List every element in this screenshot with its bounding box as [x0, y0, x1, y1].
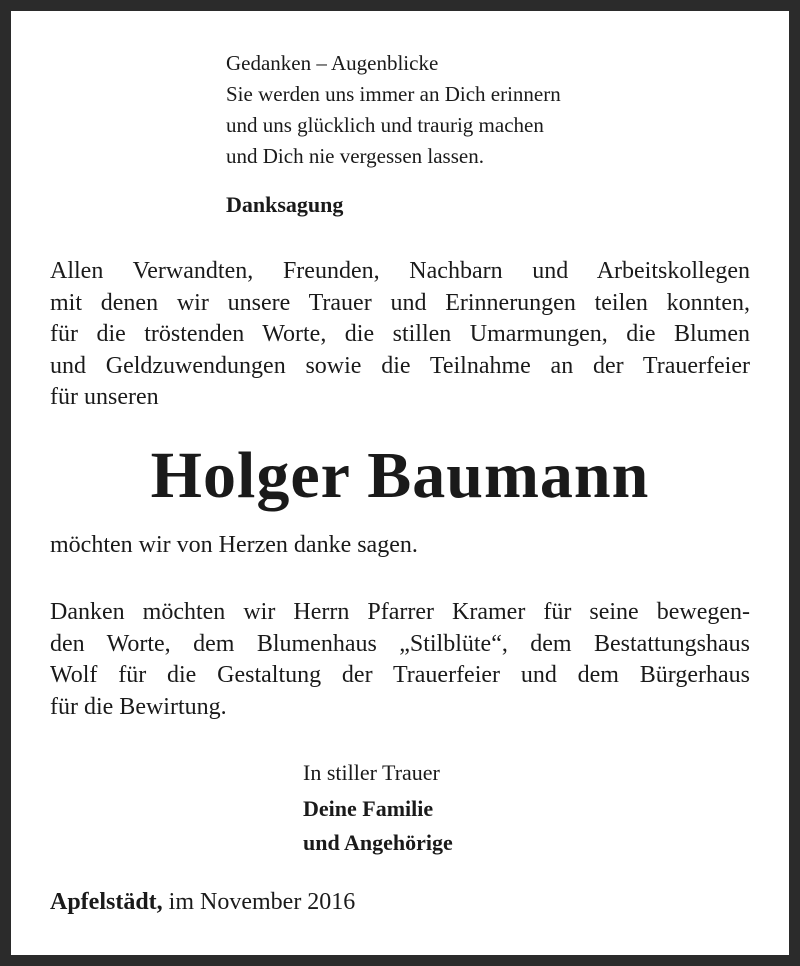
signature-family: Deine Familie	[303, 796, 434, 821]
place-name: Apfelstädt,	[50, 889, 163, 915]
paragraph-line: für die tröstenden Worte, die stillen Umarmungen, die Blumen	[50, 321, 750, 347]
acknowledgement-paragraph	[50, 597, 750, 723]
poem	[226, 48, 561, 172]
poem-line: Gedanken – Augenblicke	[226, 51, 439, 75]
date-text: im November 2016	[162, 889, 356, 915]
thanks-paragraph	[50, 256, 750, 414]
paragraph-line: mit denen wir unsere Trauer und Erinnerungen teilen konnten,	[50, 289, 750, 316]
paragraph-line: für die Bewirtung.	[50, 693, 227, 720]
paragraph-line: Danken möchten wir Herrn Pfarrer Kramer für seine bewegen-	[50, 599, 750, 625]
signature-block	[303, 756, 453, 860]
deceased-name: Holger Baumann	[150, 439, 650, 512]
paragraph-line: Allen Verwandten, Freunden, Nachbarn und Arbeitskollegen	[50, 258, 750, 284]
poem-line: und uns glücklich und traurig machen	[226, 113, 544, 137]
paragraph-line: und Geldzuwendungen sowie die Teilnahme an der Trauerfeier	[50, 352, 750, 379]
poem-line: und Dich nie vergessen lassen.	[226, 144, 484, 168]
signature-intro: In stiller Trauer	[303, 760, 440, 785]
heading-danksagung: Danksagung	[226, 192, 344, 217]
signature-relatives: und Angehörige	[303, 830, 453, 855]
poem-line: Sie werden uns immer an Dich erinnern	[226, 82, 561, 106]
paragraph-line: den Worte, dem Blumenhaus „Stilblüte“, dem Bestattungshaus	[50, 630, 750, 657]
paragraph-line: Wolf für die Gestaltung der Trauerfeier und dem Bürgerhaus	[50, 662, 750, 688]
paragraph-line: für unseren	[50, 384, 159, 410]
place-date	[50, 889, 355, 916]
thanks-line: möchten wir von Herzen danke sagen.	[50, 532, 418, 558]
